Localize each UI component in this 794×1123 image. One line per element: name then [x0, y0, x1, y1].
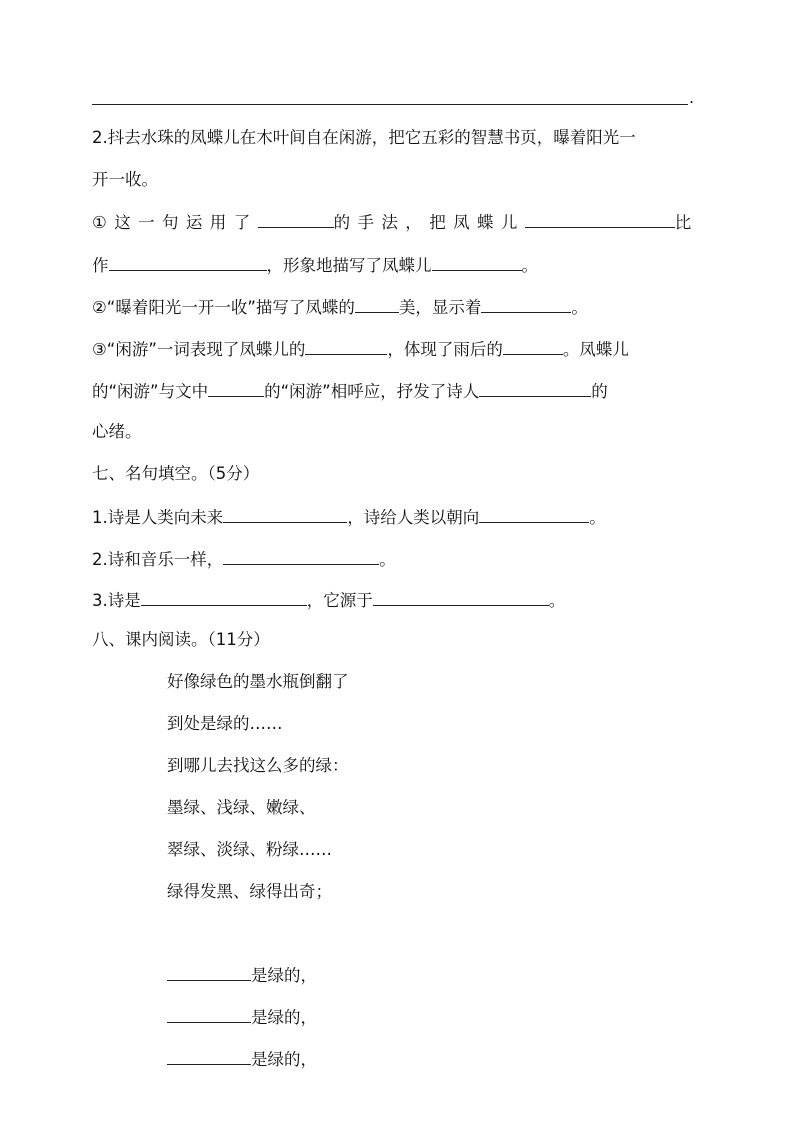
- poem-line: 墨绿、浅绿、嫩绿、: [167, 798, 316, 817]
- blank-s7-q1-b[interactable]: [479, 504, 589, 523]
- q2-sub3-text-f: 的: [591, 382, 608, 401]
- poem-line: 绿得发黑、绿得出奇；: [167, 882, 332, 901]
- section7-q2: [92, 546, 396, 572]
- q2-sub1-row2: [92, 252, 538, 278]
- blank-butterfly-state[interactable]: [305, 336, 387, 355]
- q2-line2: 开一收。: [92, 170, 158, 189]
- blank-text-reference[interactable]: [208, 378, 264, 397]
- s7-q1-text-c: 。: [589, 508, 606, 527]
- q2-sub3-row2: [92, 378, 608, 404]
- blank-poet-mood[interactable]: [479, 378, 591, 397]
- poem-blank-suffix: 是绿的，: [251, 966, 317, 985]
- blank-showing[interactable]: [481, 294, 571, 313]
- period-mark: .: [689, 88, 695, 107]
- blank-butterfly-feature[interactable]: [432, 252, 522, 271]
- q2-sub1-row1: [92, 209, 699, 235]
- poem-line: 翠绿、淡绿、粉绿……: [167, 840, 332, 859]
- s7-q1-text-a: 1.诗是人类向未来: [92, 508, 224, 527]
- q2-sub1-text-f: 。: [521, 256, 538, 275]
- q2-sub2-text-c: 。: [571, 298, 588, 317]
- q2-sub1-text-c: 比: [674, 213, 699, 232]
- q2-line1: 2.抖去水珠的凤蝶儿在木叶间自在闲游，把它五彩的智慧书页，曝着阳光一: [92, 128, 636, 147]
- blank-green-2[interactable]: [167, 1004, 251, 1023]
- blank-green-1[interactable]: [167, 962, 251, 981]
- poem-line: 到哪儿去找这么多的绿：: [167, 756, 349, 775]
- blank-compare-object[interactable]: [109, 252, 267, 271]
- q2-sub3-text-b: ，体现了雨后的: [387, 340, 503, 359]
- section7-q1: [92, 504, 606, 530]
- s7-q1-text-b: ，诗给人类以朝向: [347, 508, 480, 527]
- poem-blank-suffix: 是绿的，: [251, 1008, 317, 1027]
- poem-line: 好像绿色的墨水瓶倒翻了: [167, 672, 349, 691]
- poem-blank-line: [167, 1046, 317, 1072]
- poem-blank-line: [167, 1004, 317, 1030]
- blank-s7-q2[interactable]: [223, 546, 379, 565]
- section7-q3: [92, 587, 565, 613]
- blank-compare-subject[interactable]: [525, 209, 675, 228]
- s7-q3-text-c: 。: [548, 591, 566, 610]
- blank-s7-q3-b[interactable]: [373, 587, 549, 606]
- q2-sub1-text-e: ，形象地描写了凤蝶儿: [266, 256, 432, 275]
- poem-line: 到处是绿的……: [167, 714, 283, 733]
- q2-sub3-text-d: 的“闲游”与文中: [92, 382, 209, 401]
- s7-q2-text-b: 。: [379, 550, 396, 569]
- blank-after-rain[interactable]: [503, 336, 563, 355]
- s7-q3-text-b: ，它源于: [306, 591, 373, 610]
- answer-line[interactable]: [92, 104, 688, 105]
- s7-q2-text-a: 2.诗和音乐一样，: [92, 550, 224, 569]
- blank-technique[interactable]: [258, 209, 334, 228]
- q2-sub3-row1: [92, 336, 629, 362]
- q2-sub2-text-a: ②“曝着阳光一开一收”描写了凤蝶的: [92, 298, 355, 317]
- q2-sub3-text-a: ③“闲游”一词表现了凤蝶儿的: [92, 340, 306, 359]
- blank-s7-q3-a[interactable]: [141, 587, 307, 606]
- blank-green-3[interactable]: [167, 1046, 251, 1065]
- q2-sub2: [92, 294, 588, 320]
- q2-sub2-text-b: 美，显示着: [398, 298, 482, 317]
- q2-sub3-text-e: 的“闲游”相呼应，抒发了诗人: [264, 382, 480, 401]
- section8-title: 八、课内阅读。（11分）: [92, 630, 270, 649]
- s7-q3-text-a: 3.诗是: [92, 591, 141, 610]
- blank-s7-q1-a[interactable]: [223, 504, 347, 523]
- poem-blank-suffix: 是绿的，: [251, 1050, 317, 1069]
- q2-sub3-row3: 心绪。: [92, 422, 142, 441]
- blank-beauty[interactable]: [355, 294, 399, 313]
- section7-title: 七、名句填空。（5分）: [92, 464, 260, 483]
- q2-sub1-text-a: ①这一句运用了: [92, 213, 258, 232]
- q2-sub1-text-b: 的手法，把凤蝶儿: [333, 213, 525, 232]
- q2-sub3-text-c: 。凤蝶儿: [562, 340, 629, 359]
- poem-blank-line: [167, 962, 317, 988]
- q2-sub1-text-d: 作: [92, 256, 109, 275]
